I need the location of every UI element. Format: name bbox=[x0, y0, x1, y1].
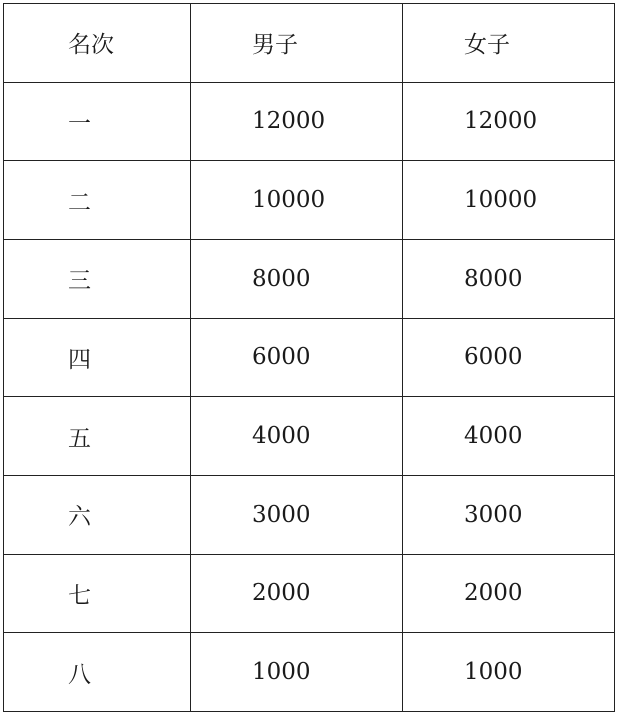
rank-cell: 七 bbox=[4, 554, 191, 633]
table-row bbox=[4, 161, 615, 240]
header-women: 女子 bbox=[403, 4, 615, 83]
rank-cell: 八 bbox=[4, 633, 191, 712]
women-prize-cell: 12000 bbox=[403, 82, 615, 161]
table-row bbox=[4, 475, 615, 554]
document-page bbox=[3, 3, 614, 713]
table-header-row bbox=[4, 4, 615, 83]
table-row bbox=[4, 554, 615, 633]
rank-cell: 二 bbox=[4, 161, 191, 240]
header-men: 男子 bbox=[191, 4, 403, 83]
men-prize-cell: 1000 bbox=[191, 633, 403, 712]
women-prize-cell: 8000 bbox=[403, 239, 615, 318]
rank-cell: 五 bbox=[4, 397, 191, 476]
table-row bbox=[4, 633, 615, 712]
table-row bbox=[4, 397, 615, 476]
men-prize-cell: 6000 bbox=[191, 318, 403, 397]
women-prize-cell: 2000 bbox=[403, 554, 615, 633]
men-prize-cell: 4000 bbox=[191, 397, 403, 476]
women-prize-cell: 6000 bbox=[403, 318, 615, 397]
rank-cell: 六 bbox=[4, 475, 191, 554]
men-prize-cell: 2000 bbox=[191, 554, 403, 633]
men-prize-cell: 3000 bbox=[191, 475, 403, 554]
table-row bbox=[4, 239, 615, 318]
header-rank: 名次 bbox=[4, 4, 191, 83]
women-prize-cell: 4000 bbox=[403, 397, 615, 476]
men-prize-cell: 12000 bbox=[191, 82, 403, 161]
women-prize-cell: 1000 bbox=[403, 633, 615, 712]
women-prize-cell: 3000 bbox=[403, 475, 615, 554]
rank-cell: 四 bbox=[4, 318, 191, 397]
table-row bbox=[4, 82, 615, 161]
table-row bbox=[4, 318, 615, 397]
prize-table bbox=[3, 3, 615, 712]
men-prize-cell: 8000 bbox=[191, 239, 403, 318]
rank-cell: 三 bbox=[4, 239, 191, 318]
rank-cell: 一 bbox=[4, 82, 191, 161]
women-prize-cell: 10000 bbox=[403, 161, 615, 240]
men-prize-cell: 10000 bbox=[191, 161, 403, 240]
